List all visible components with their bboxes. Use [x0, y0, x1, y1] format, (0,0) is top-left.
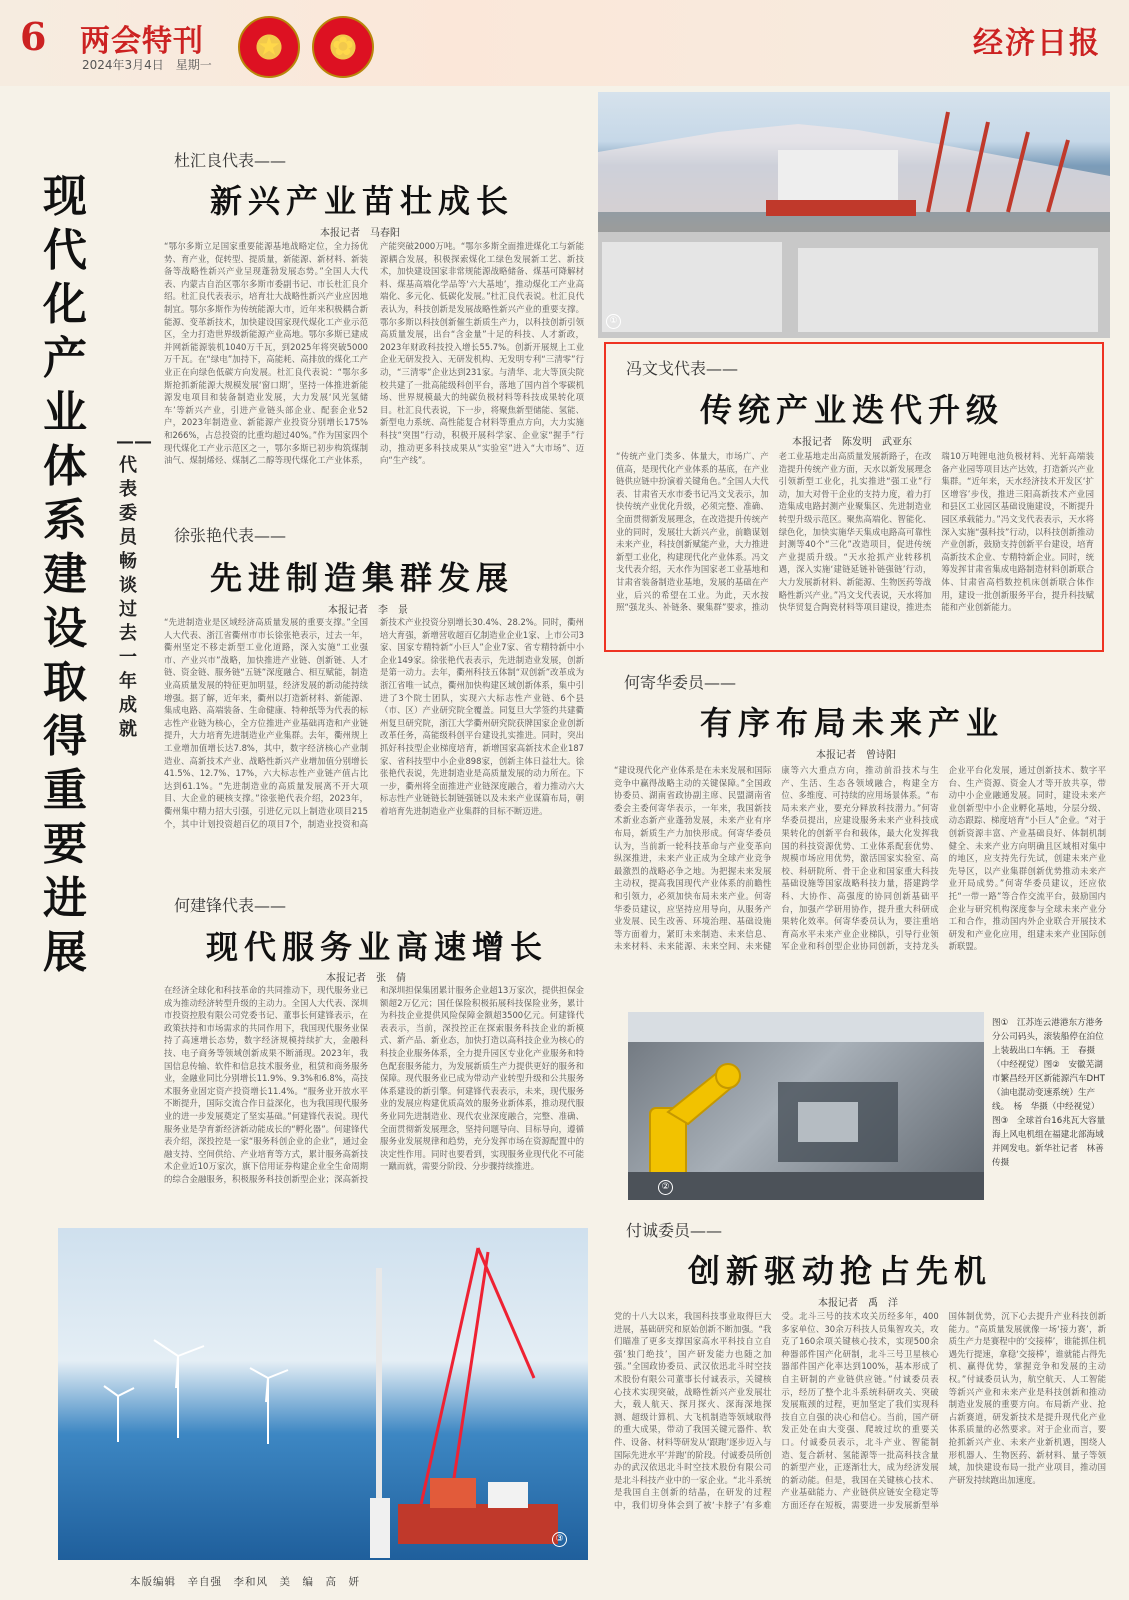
article-2-byline: 本报记者 李 景 — [328, 605, 408, 616]
port-photo — [598, 92, 1110, 338]
feature-subtitle: ——代表委员畅谈过去一年成就 — [116, 431, 152, 740]
article-5-byline: 本报记者 曾诗阳 — [816, 750, 896, 761]
article-3-byline: 本报记者 张 倩 — [326, 973, 406, 984]
article-1-byline: 本报记者 马春阳 — [320, 228, 400, 239]
article-4-headline: 传统产业迭代升级 — [700, 391, 1005, 429]
article-6-headline: 创新驱动抢占先机 — [688, 1252, 993, 1290]
article-2-headline: 先进制造集群发展 — [210, 559, 515, 597]
factory-photo — [628, 1012, 984, 1200]
section-title: 两会特刊 — [80, 24, 204, 59]
article-1-body: “鄂尔多斯立足国家重要能源基地战略定位，全力扬优势、育产业，促转型、提质量，新能源、新材料、新装备等战略性新兴产业呈现蓬勃发展态势。”全国人大代表、内蒙古自治区鄂尔多斯市委副书记、市长杜汇良介绍。杜汇良代表表示，培育壮大战略性新兴产业应因地制宜。鄂尔多斯作为传统能源大市，近年来积极耦合新能源、变革新技术，加快建设国家现代煤化工产业示范区，全力打造世界级新能源产业高地。鄂尔多斯已建成并网新能源装机1040万千瓦，到2025年将突破5000万千瓦。在“绿电”加持下，高能耗、高排放的煤化工产业正在向绿色低碳方向发展。杜汇良代表说：“鄂尔多斯抢抓新能源大规模发展‘窗口期’，坚持一体推进新能源发电项目和装备制造业发展，大力发展‘风光氢储车’等新兴产业，引进产业链头部企业、配套企业52户，2023年制造业、新能源产业投资分别增长175%和266%，占总投资的比重均超过40%。”作为国家四个现代煤化工产业示范区之一，鄂尔多斯已初步构筑煤制油气、煤制烯烃、煤制乙二醇等现代煤化工产业体系，产能突破2000万吨。“鄂尔多斯全面推进煤化工与新能源耦合发展，积极探索煤化工绿色发展新工艺、新技术，加快建设国家非常规能源战略储备、煤基可降解材料、煤基高端化学品等‘六大基地’，推动煤化工产业高端化、多元化、低碳化发展。”杜汇良代表说。杜汇良代表认为，科技创新是发展战略性新兴产业的重要支撑。鄂尔多斯以科技创新催生新质生产力，以科技创新引领高质量发展，出台“含金量”十足的科技、人才新政，2023年财政科技投入增长55.7%。创新开展规上工业企业无研发投入、无研发机构、无发明专利“三清零”行动，“三清零”企业达到231家。与清华、北大等顶尖院校共建了一批高能级科创平台，落地了国内首个零碳机场、世界规模最大的纯碳负极材料等科技成果转化项目。杜汇良代表说，下一步，将聚焦新型储能、氢能、新型电力系统、高性能复合材料等重点方向，大力实施科技“突围”行动，积极开展科学家、企业家“握手”行动，推动更多科技成果从“实验室”进入“大市场”、迈向“生产线”。 — [164, 241, 584, 466]
article-6-label: 付诚委员—— — [626, 1221, 723, 1240]
article-5-label: 何寄华委员—— — [624, 673, 737, 692]
article-1-label: 杜汇良代表—— — [174, 151, 287, 170]
article-6-byline: 本报记者 禹 洋 — [818, 1298, 898, 1309]
article-3-label: 何建锋代表—— — [174, 896, 287, 915]
article-3-headline: 现代服务业高速增长 — [206, 928, 549, 966]
photo-2-number: ② — [658, 1180, 673, 1195]
national-emblem-icon: ★ — [238, 16, 300, 78]
wind-turbine-photo — [58, 1228, 588, 1560]
article-2-body: “先进制造业是区域经济高质量发展的重要支撑。”全国人大代表、浙江省衢州市市长徐张艳表示，过去一年，衢州坚定不移走新型工业化道路，深入实施“工业强市、产业兴市”战略，加快推进产业链、创新链、人才链、资金链、服务链“五链”深度融合、相互赋能，制造业高质量发展的特征更加明显，经济发展的新动能持续增强。据了解，近年来，衢州以打造新材料、新能源、集成电路、高端装备、生命健康、特种纸等为代表的标志性产业链为核心，全方位推进产业基础再造和产业链提升，大力培育先进制造业产业集群。去年，衢州规上工业增加值增长达7.8%，其中，数字经济核心产业制造业、高新技术产业、战略性新兴产业增加值分别增长41.5%、12.7%、17%，六大标志性产业链产值占比达到61.1%。“先进制造业的高质量发展离不开大项目、大企业的硬核支撑。”徐张艳代表介绍，2023年，衢州集中精力招大引强，引进亿元以上制造业项目215个，其中计划投资超百亿的项目7个，制造业投资和高新技术产业投资分别增长30.4%、28.2%。同时，衢州培大育强，新增营收超百亿制造业企业1家、上市公司3家、国家专精特新“小巨人”企业7家、省专精特新中小企业149家。徐张艳代表表示，先进制造业发展，创新是第一动力。去年，衢州科技五体制“双创新”改革成为浙江省唯一试点，衢州加快构建区域创新体系，集中引进了3个院士团队，实现六大标志性产业链、6个县（市、区）产业研究院全覆盖。同复旦大学签约共建衢州复旦研究院，浙江大学衢州研究院获牌国家企业创新改革任务，高能级科创平台建设扎实推进。同时，突出抓好科技型企业梯度培育，新增国家高新技术企业187家、省科技型中小企业898家，创新主体日益壮大。徐张艳代表说，先进制造业是高质量发展的动力所在。下一步，衢州将全面推进产业链深度融合，着力推动六大标志性产业链链长制链强链以及未来产业谋篇布局，朝着培育先进制造业产业集群的目标不断迈进。 — [164, 617, 584, 829]
feature-title: 现代化产业体系建设取得重要进展 — [43, 171, 87, 978]
article-2-label: 徐张艳代表—— — [174, 526, 287, 545]
article-4-label: 冯文戈代表—— — [626, 359, 739, 378]
article-4-byline: 本报记者 陈发明 武亚东 — [792, 437, 912, 448]
cppcc-emblem-icon: ✿ — [312, 16, 374, 78]
page-credits: 本版编辑 辛自强 李和风 美 编 高 妍 — [130, 1576, 360, 1588]
article-5-headline: 有序布局未来产业 — [700, 704, 1005, 742]
article-4-body: “传统产业门类多、体量大，市场广、产值高，是现代化产业体系的基底，在产业链供应链中扮演着关键角色。”全国人大代表、甘肃省天水市委书记冯文戈表示，加快传统产业优化升级，必须完整、准确、全面贯彻新发展理念，在改造提升传统产业的同时，发展壮大新兴产业，前瞻谋划未来产业，科技创新赋能产业，大力推进新型工业化，构建现代化产业体系。冯文戈代表介绍，天水作为国家老工业基地和甘肃省装备制造业基地，发展的基础在产业，后兴的希望在工业。为此，天水按照“强龙头、补链条、聚集群”要求，推动老工业基地走出高质量发展新路子，在改造提升传统产业方面，天水以新发展理念引领新型工业化，扎实推进“强工业”行动，加大对骨干企业的支持力度，着力打造集成电路封测产业聚集区、先进制造业转型升级示范区。聚焦高端化、智能化、绿色化，加快实施华天集成电路高可靠性封测等40个“三化”改造项目，促进传统产业提质升级。“天水抢抓产业转移机遇，深入实施‘建链延链补链强链’行动，大力发展新材料、新能源、生物医药等战略性新兴产业。”冯文戈代表说，天水将加快华贸复合陶瓷材料等项目建设，推进杰瑞10万吨锂电池负极材料、光轩高端装备产业园等项目达产达效，打造新兴产业集群。“近年来，天水经济技术开发区‘扩区增容’步伐，推进三阳高新技术产业园和县区工业园区基础设施建设，不断提升园区承载能力。”冯文戈代表表示，天水将深入实施“强科技”行动，以科技创新推动产业创新，鼓励支持创新平台建设，培育高新技术企业、专精特新企业。同时，统筹发挥甘肃省集成电路制造材料创新联合体、甘肃省高档数控机床创新联合体作用，建设一批创新服务平台，提升科技赋能和产业创新能力。 — [616, 451, 1094, 613]
photo-1-number: ① — [606, 314, 621, 329]
article-1-headline: 新兴产业苗壮成长 — [210, 182, 515, 220]
article-5-body: “建设现代化产业体系是在未来发展和国际竞争中赢得战略主动的关键保障。”全国政协委员、湖南省政协副主席、民盟湖南省委会主委何寄华表示，一年来，我国新技术新业态新产业蓬勃发展，未来产业有序布局，新质生产力加快形成。何寄华委员认为，当前新一轮科技革命与产业变革向纵深推进，未来产业正成为全球产业竞争最激烈的战略必争之地。为把握未来发展主动权，提高我国现代产业体系的前瞻性和引领力，必须加快布局未来产业。何寄华委员建议，应坚持应用导向，从服务产业发展、民生改善、环境治理、基础设施等方面着力，紧盯未来制造、未来信息、未来材料、未来能源、未来空间、未来健康等六大重点方向，推动前沿技术与生产、生活、生态各领域融合，构建全方位、多维度、可持续的应用场景体系。“布局未来产业，要充分释放科技潜力。”何寄华委员提出，应建设服务未来产业科技成果转化的创新平台和载体，最大化发挥我国的科技资源优势、工业体系配套优势、规模市场应用优势，激活国家实验室、高校、科研院所、骨干企业和国家重大科技基础设施等国家战略科技力量，搭建跨学科、大协作、高强度的协同创新基础平台，加强产学研用协作，提升重大科研成果转化效率。何寄华委员认为，要注重培育高水平未来产业企业梯队，引导行业领军企业和科创型企业协同创新，支持龙头企业平台化发展，通过创新技术、数字平台、生产资源、资金人才等开放共享，带动中小企业融通发展。同时，建设未来产业创新型中小企业孵化基地，分层分级、动态跟踪、梯度培育“小巨人”企业。“对于创新资源丰富、产业基础良好、体制机制健全、未来产业方向明确且区域相对集中的地区，应支持先行先试，创建未来产业先导区，以产业集群创新优势推动未来产业开局成势。”何寄华委员建议，还应依托“一带一路”等合作交流平台，鼓励国内企业与研究机构深度参与全球未来产业分工和合作，推动国内外企业联合开展技术研发和产业化应用，组建未来产业国际创新联盟。 — [614, 765, 1106, 952]
newspaper-name: 经济日报 — [973, 26, 1101, 61]
issue-date: 2024年3月4日 星期一 — [82, 58, 212, 72]
photo-captions: 图① 江苏连云港港东方港务分公司码头，滚装船停在泊位上装载出口车辆。王 春摄（中经视觉）图② 安徽芜湖市繁昌经开区新能源汽车DHT（油电混动变速系统）生产线。 杨 华摄（中经视觉）图③ 全球首台16兆瓦大容量海上风电机组在福建北部海域并网发电。新华社记者 林善传摄 — [992, 1018, 1106, 1168]
photo-3-number: ③ — [552, 1532, 567, 1547]
article-3-body: 在经济全球化和科技革命的共同推动下，现代服务业已成为推动经济转型升级的主动力。全国人大代表、深圳市投资控股有限公司党委书记、董事长何建锋表示，在政策扶持和市场需求的共同作用下，我国现代服务业保持了高速增长态势，数字经济规模持续扩大，金融科技、电子商务等领域创新成果不断涌现。2023年，我国信息传输、软件和信息技术服务业，租赁和商务服务业，金融业同比分别增长11.9%、9.3%和6.8%，高技术服务业固定资产投资增长11.4%。“服务业开放水平不断提升，国际交流合作日益深化，也为我国现代服务业的进一步发展奠定了坚实基础。”何建锋代表说。现代服务业是孕育新经济新动能成长的“孵化器”。何建锋代表介绍，深投控是一家“服务科创企业的企业”，通过金融支持、空间供给、产业培育等方式，累计服务高新技术企业近10万家次，旗下信用证券构建企业全生命周期的综合金融服务，积极服务科技创新型企业；深高新投和深圳担保集团累计服务企业超13万家次，提供担保金额超2万亿元；国任保险积极拓展科技保险业务，累计为科技企业提供风险保障金额超3500亿元。何建锋代表表示，当前，深投控正在探索服务科技企业的新模式、新产品、新业态，加快打造以高科技企业为核心的科技企业服务体系，全力提升园区专业化产业服务和特色配套服务能力，为发展新质生产力提供更好的服务和保障。现代服务业已成为带动产业转型升级和公共服务体系建设的新引擎。何建锋代表表示，未来，现代服务业的发展应构建优质高效的服务业新体系，推动现代服务业同先进制造业、现代农业深度融合，完整、准确、全面贯彻新发展理念，坚持问题导向、目标导向，遵循服务业发展规律和趋势，充分发挥市场在资源配置中的决定性作用。同时也要看到，实现服务业现代化不可能一蹴而就，需要分阶段、分步骤持续推进。 — [164, 985, 584, 1184]
article-6-body: 党的十八大以来，我国科技事业取得巨大进展，基础研究和原始创新不断加强。“我们瞄准了更多支撑国家高水平科技自立自强‘独门绝技’，国产研发能力也随之加强。”全国政协委员、武汉依迅北斗时空技术股份有限公司董事长付诚表示，关键核心技术实现突破，战略性新兴产业发展壮大，载人航天、探月探火、深海深地探测、超级计算机、大飞机制造等领域取得的重大成果，带动了我国关键元器件、软件、设备、材料等研发从‘跟跑’逐步迈入与国际先进水平‘并跑’的阶段。付诚委员所创办的武汉依迅北斗时空技术股份有限公司是北斗科技产业中的一家企业。“北斗系统是我国自主创新的结晶，在研发的过程中，我们切身体会到了被‘卡脖子’有多难受。北斗三号的技术攻关历经多年，400多家单位、30余万科技人员集智攻关，攻克了160余项关键核心技术，实现500余种器部件国产化研制，北斗三号卫星核心器部件国产化率达到100%，基本形成了自主研制的产业链供应链。”付诚委员表示，经历了整个北斗系统科研攻关、突破发展瓶颈的过程，更加坚定了我们实现科技自立自强的决心和信心。当前，国产研发正处在由大变强、爬坡过坎的重要关口。付诚委员表示，北斗产业、智能制造、复合新材、氢能源等一批高科技含量的新型产业，正逐渐壮大，成为经济发展的新动能。但是，我国在关键核心技术、产业基础能力、产业链供应链安全稳定等方面还存在短板，需要进一步发展新型举国体制优势，沉下心去提升产业科技创新能力。“高质量发展就像一场‘接力赛’，新质生产力是赛程中的‘交接棒’，谁能抓住机遇先行提速，拿稳‘交接棒’，谁就能占得先机、赢得优势，掌握竞争和发展的主动权。”付诚委员认为，航空航天、人工智能等新兴产业和未来产业是科技创新和推动制造业发展的重要方向。布局新产业、抢占新赛道，研发新技术是提升现代化产业体系质量的必然要求。对于企业而言，要抢抓新兴产业、未来产业新机遇，围绕人形机器人、生物医药、新材料、量子等领域，加快建设布局一批产业项目，推动国产研发持续跑出加速度。 — [614, 1311, 1106, 1510]
page-number: 6 — [20, 14, 47, 59]
